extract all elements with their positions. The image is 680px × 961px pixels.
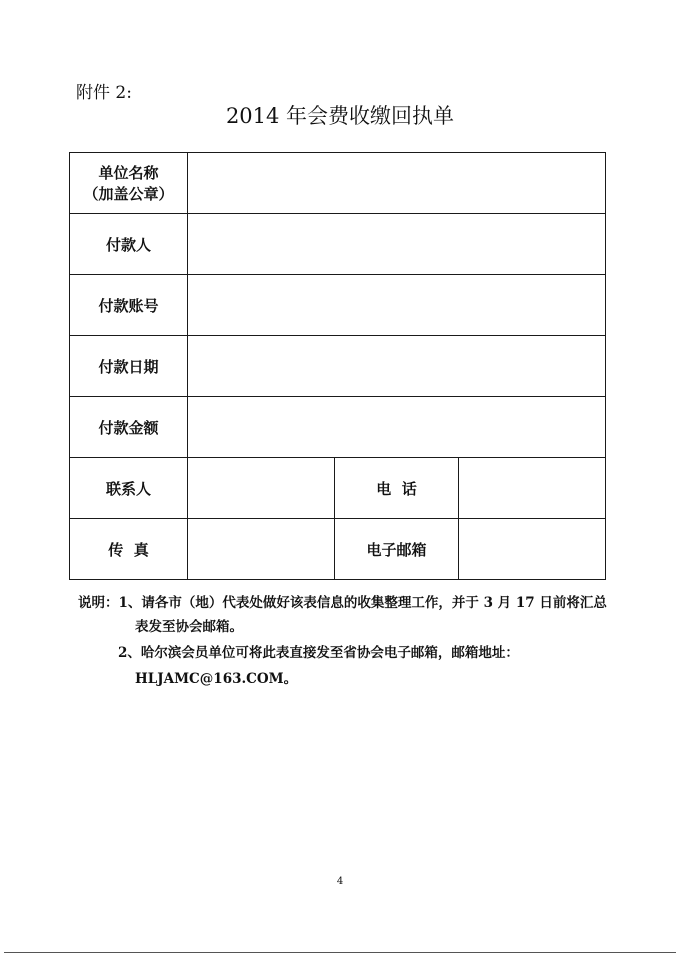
date-label: 付款日期: [70, 336, 188, 397]
account-label: 付款账号: [70, 275, 188, 336]
page-edge-rule: [4, 952, 676, 953]
amount-field[interactable]: [188, 397, 606, 458]
unit-name-label: [70, 153, 188, 214]
seal-note-text: （加盖公章）: [83, 185, 174, 203]
phone-label: 电 话: [335, 458, 459, 519]
receipt-form: [69, 152, 606, 580]
note-line-2: 表发至协会邮箱。: [135, 619, 243, 635]
phone-field[interactable]: [459, 458, 606, 519]
email-label: 电子邮箱: [335, 519, 459, 580]
page-title: 2014 年会费收缴回执单: [225, 104, 455, 128]
payer-field[interactable]: [188, 214, 606, 275]
note-line-1: 说明：1、请各市（地）代表处做好该表信息的收集整理工作，并于 3 月 17 日前将汇总: [78, 595, 607, 611]
page-number: 4: [336, 876, 344, 887]
fax-field[interactable]: [188, 519, 335, 580]
attachment-label: 附件 2:: [76, 83, 132, 103]
date-field[interactable]: [188, 336, 606, 397]
payer-label: 付款人: [70, 214, 188, 275]
email-field[interactable]: [459, 519, 606, 580]
unit-name-text: 单位名称: [98, 164, 159, 182]
note-line-4: HLJAMC@163.COM。: [135, 671, 298, 687]
fax-label: 传 真: [70, 519, 188, 580]
account-field[interactable]: [188, 275, 606, 336]
unit-name-field[interactable]: [188, 153, 606, 214]
contact-field[interactable]: [188, 458, 335, 519]
note-line-3: 2、哈尔滨会员单位可将此表直接发至省协会电子邮箱，邮箱地址：: [118, 645, 519, 661]
amount-label: 付款金额: [70, 397, 188, 458]
contact-label: 联系人: [70, 458, 188, 519]
